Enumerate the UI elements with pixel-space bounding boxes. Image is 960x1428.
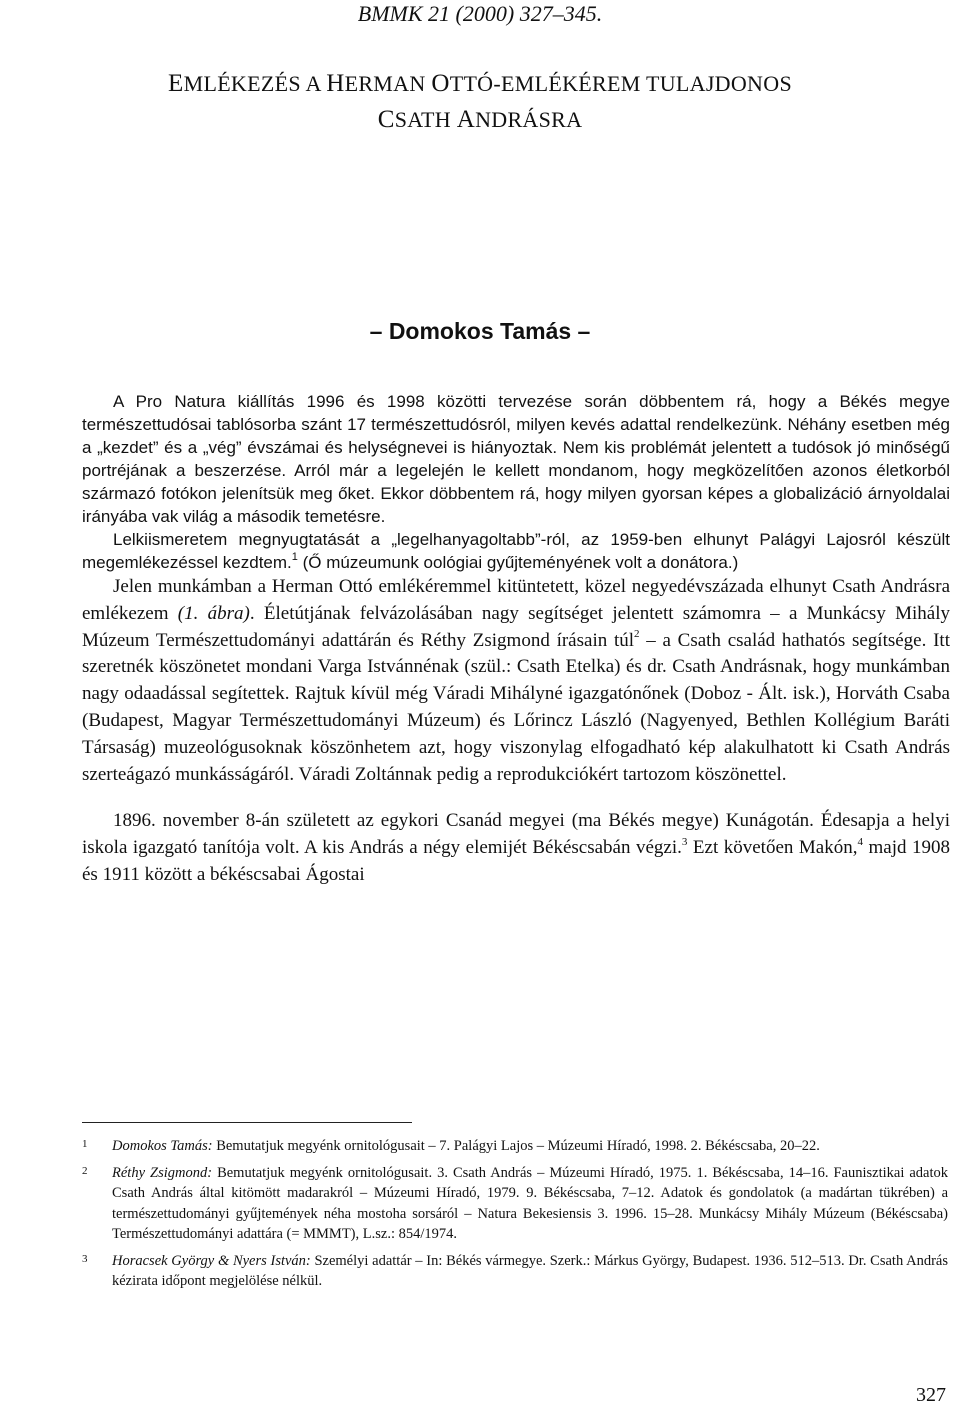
footnote-text: Domokos Tamás: Bemutatjuk megyénk ornitológusait – 7. Palágyi Lajos – Múzeumi Híradó, 1998. 2. Békéscsaba, 20–22.	[112, 1138, 820, 1154]
paragraph-birth: 1896. november 8-án született az egykori Csanád megyei (ma Békés megye) Kunágotán. Édesapja a helyi iskola igazgató tanítója volt. A kis András a négy elemijét Békéscsabán végzi.$^3$ Ezt követően Makón,$^4$ majd 1908 és 1911 között a békéscsabai Ágostai	[82, 810, 950, 885]
footnote-2	[82, 1163, 948, 1245]
paragraph-gap	[82, 788, 950, 808]
footnote-number: 1	[82, 1138, 88, 1150]
running-head: BMMK 21 (2000) 327–345.	[357, 1, 603, 26]
title-line-1: EMLÉKEZÉS A HERMAN OTTÓ-EMLÉKÉREM TULAJDONOS	[168, 70, 792, 97]
footnote-text: Réthy Zsigmond: Bemutatjuk megyénk ornitológusait. 3. Csath András – Múzeumi Híradó, 1975. 1. Békéscsaba, 14–16. Faunisztikai adatok Csath András által kitömött madarakról – Múzeumi Híradó, 1979. 9. Békéscsaba, 7–12. Adatok és gondolatok (a madártan tükrében) a természettudományi gyűjtemények néha mostoha sorsáról – Natura Bekesiensis 3. 1996. 15–28. Munkácsy Mihály Múzeum (Békéscsaba) Természettudományi adattára (= MMMT), L.sz.: 854/1974.	[112, 1164, 949, 1242]
page-number: 327	[916, 1384, 946, 1406]
figure-reference[interactable]: (1. ábra)	[177, 602, 250, 624]
footnote-ref-3[interactable]: 3	[681, 835, 688, 848]
article-body	[82, 390, 950, 889]
footnote-divider	[82, 1122, 412, 1123]
footnote-number: 2	[82, 1164, 88, 1177]
footnote-text: Horacsek György & Nyers István: Személyi adattár – In: Békés vármegye. Szerk.: Márkus György, Budapest. 1936. 512–513. Dr. Csath András kézirata időpont megjelölése nélkül.	[112, 1252, 948, 1289]
author-line: – Domokos Tamás –	[369, 318, 591, 344]
footnotes	[82, 1136, 948, 1298]
footnote-ref-1[interactable]: 1	[291, 551, 298, 564]
footnote-ref-4[interactable]: 4	[857, 835, 863, 848]
footnote-3	[82, 1251, 948, 1292]
paragraph-intro: A Pro Natura kiállítás 1996 és 1998 közötti tervezése során döbbentem rá, hogy a Békés megye természettudósai tablósorba szánt 17 természettudósról, milyen kevés adattal rendelkezünk. Néhány esetben még a „kezdet” és a „vég” évszámai és helységnevei is hiányoztak. Nem kis problémát jelentett a tudósok jó minőségű portréjának a beszerzése. Arról már a legelején le kellett mondanom, hogy megközelítően azonos életkorból származó fotókon jelenítsük meg őket. Ekkor döbbentem rá, hogy milyen gyorsan képes a globalizáció árnyoldalai irányába vak világ a második temetésre.	[82, 392, 950, 526]
paragraph-palagyi: Lelkiismeretem megnyugtatását a „legelhanyagoltabb”-ról, az 1959-ben elhunyt Palágyi Lajosról készült megemlékezéssel kezdtem.$^1$ (Ő múzeumunk oológiai gyűjteményének volt a donátora.)	[82, 530, 950, 572]
footnote-ref-2[interactable]: 2	[634, 628, 640, 641]
article-title	[60, 66, 900, 138]
footnote-number: 3	[82, 1252, 88, 1265]
title-line-2: CSATH ANDRÁSRA	[377, 106, 583, 133]
footnote-1	[82, 1136, 948, 1157]
paragraph-csath: Jelen munkámban a Herman Ottó emlékéremmel kitüntetett, közel negyedévszázada elhunyt Csath Andrásra emlékezem (1. ábra). Életútjának felvázolásában nagy segítséget jelentett számomra – a Munkácsy Mihály Múzeum Természettudományi adattárán és Réthy Zsigmond írásain túl$^2$ – a Csath család hathatós segítsége. Itt szeretnék köszönetet mondani Varga Istvánnénak (szül.: Csath Etelka) és dr. Csath Andrásnak, hogy munkámban nagy odaadással segítettek. Rajtuk kívül még Váradi Mihályné igazgatónőnek (Doboz - Ált. isk.), Horváth Csaba (Budapest, Magyar Természettudományi Múzeum) és Lőrincz László (Nagyenyed, Bethlen Kollégium Baráti Társaság) muzeológusoknak köszönhetem azt, hogy viszonylag elfogadható kép alakulhatott ki Csath András szerteágazó munkásságáról. Váradi Zoltánnak pedig a reprodukciókért tartozom köszönettel.	[82, 576, 950, 785]
